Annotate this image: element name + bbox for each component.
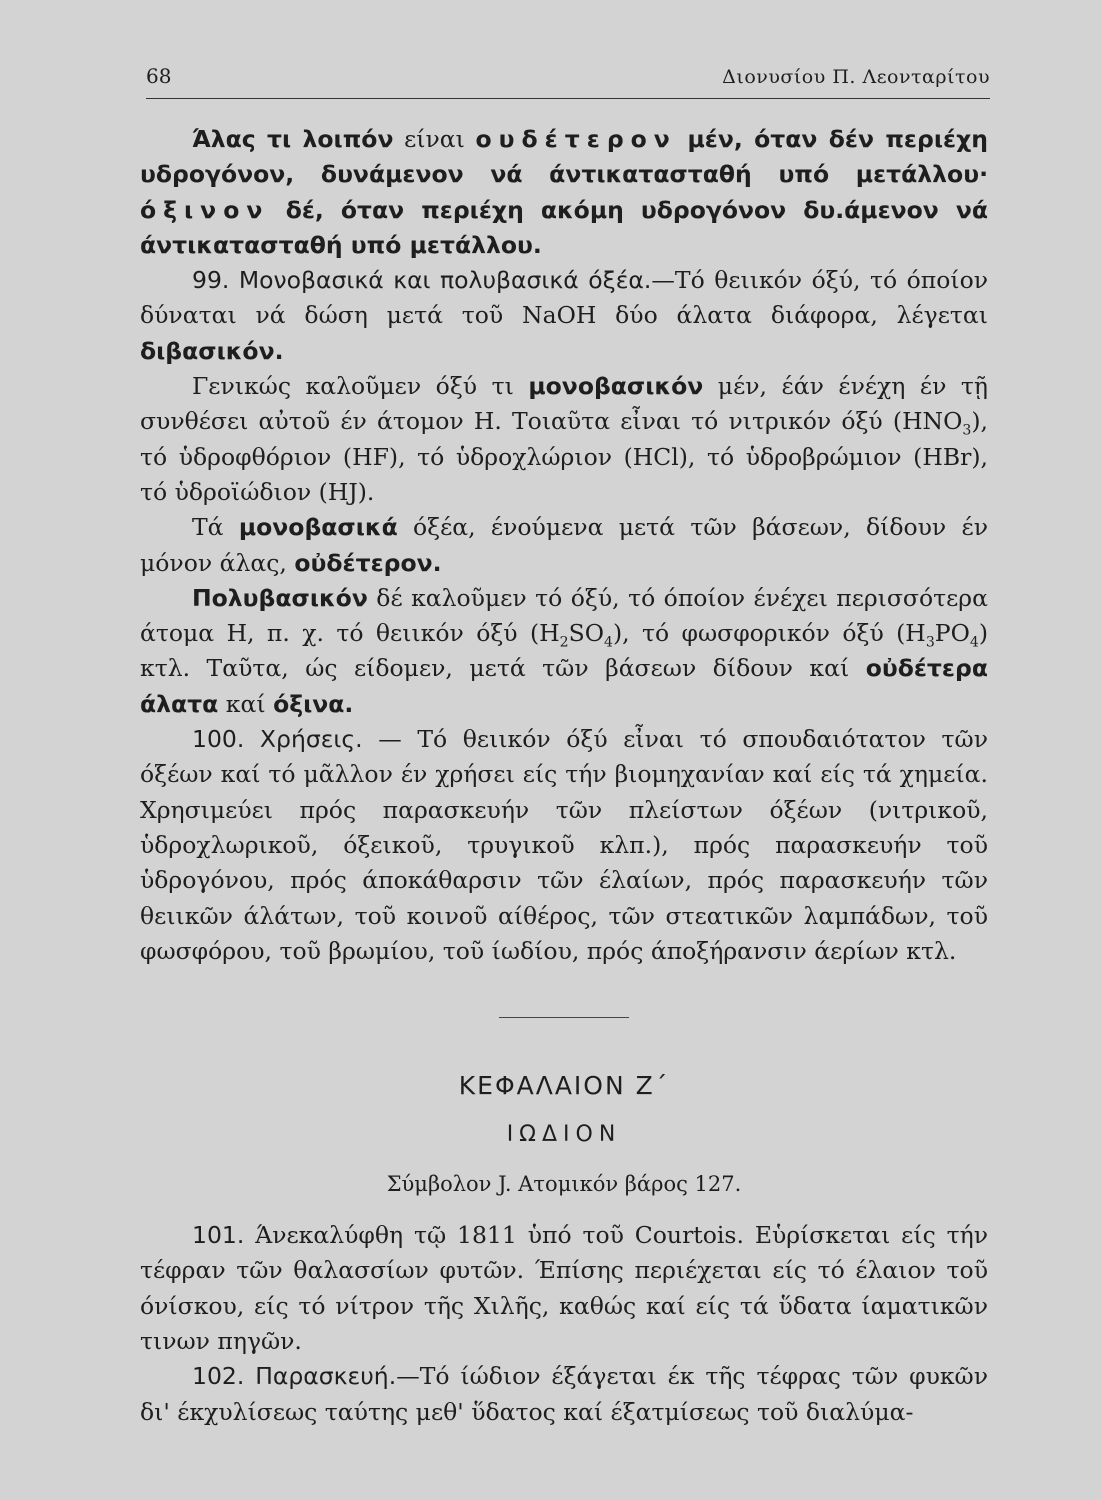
subscript-2: 2 xyxy=(559,634,569,651)
section-102 xyxy=(140,1359,988,1430)
poly-text-l: καί xyxy=(225,689,266,718)
poly-text-j: ) κτλ. Ταῦτα, ώς είδομεν, μετά τῶν βάσεων δίδουν καί xyxy=(140,619,988,683)
gen-text-c: μέν, έάν ένέχη έν τῇ συνθέσει αὐτοῦ έν άτομον H. Τοιαῦτα εἶναι τό νιτρικόν όξύ (HNO xyxy=(140,372,988,436)
section-101-text: Άνεκαλύφθη τῷ 1811 ὑπό τοῦ Courtois. Εὑρίσκεται είς τήν τέφραν τῶν θαλασσίων φυτῶν. Έπίσης περιέχεται είς τό έλαιον τοῦ όνίσκου, είς τό νίτρον τῆς Χιλῆς, καθώς καί είς τά ὕδατα ίαματικῶν τινων πηγῶν. xyxy=(140,1221,988,1356)
section-99 xyxy=(140,263,988,369)
poly-text-f: ), τό φωσφορικόν όξύ (H xyxy=(612,619,926,648)
term-monobasic-plural: μονοβασικά xyxy=(238,513,398,542)
subscript-4b: 4 xyxy=(969,634,979,651)
paragraph-salt-definition xyxy=(140,122,988,263)
section-102-heading: 102. Παρασκευή. xyxy=(192,1362,397,1391)
section-100 xyxy=(140,722,988,969)
poly-text-b: δέ καλοῦμεν τό όξύ, τό όποίον ένέχει περισσότερα άτομα H, π. χ. τό θειικόν όξύ (H xyxy=(140,583,988,648)
chapter-title: ΚΕΦΑΛΑΙΟΝ Ζ΄ xyxy=(458,1071,670,1101)
term-neutral-salt: οὐδέτερον. xyxy=(294,548,442,577)
section-divider xyxy=(499,1017,629,1018)
page-number: 68 xyxy=(146,64,172,88)
page-body xyxy=(140,122,988,1430)
running-title: Διονυσίου Π. Λεονταρίτου xyxy=(722,66,990,88)
running-header xyxy=(146,64,990,99)
intro-text-f: δέ, όταν περιέχη ακόμη υδρογόνον δυ.άμενον νά άντικατασταθή υπό μετάλλου. xyxy=(140,195,988,259)
section-99-text: —Τό θειικόν όξύ, τό όποίον δύναται νά δώση μετά τοῦ NaOH δύο άλατα διάφορα, λέγεται xyxy=(140,266,988,330)
section-102-text: —Τό ίώδιον έξάγεται έκ τῆς τέφρας τῶν φυκῶν δι' έκχυλίσεως ταύτης μεθ' ὕδατος καί έξατμίσεως τοῦ διαλύμα- xyxy=(140,1362,988,1426)
intro-text-b: είναι xyxy=(404,125,465,153)
intro-text-d: μέν, όταν δέν περιέχη υδρογόνον, δυνάμενον νά άντικατασταθή υπό μετάλλου· xyxy=(140,125,988,189)
intro-text-a: Άλας τι λοιπόν xyxy=(192,125,394,153)
section-99-heading: 99. Μονοβασικά και πολυβασικά όξέα. xyxy=(192,266,652,295)
term-neutral-salts: οὐδέτερα άλατα xyxy=(140,654,988,718)
term-neutral: ουδέτερον xyxy=(475,125,677,153)
paragraph-monobasic-acids xyxy=(140,510,988,581)
term-monobasic: μονοβασικόν xyxy=(528,372,704,401)
section-101-number: 101. xyxy=(192,1221,245,1250)
gen-text-e: ), τό ὑδροφθόριον (HF), τό ὑδροχλώριον (HCl), τό ὑδροβρώμιον (HBr), τό ὑδροϊώδιον (HJ). xyxy=(140,407,988,506)
term-acidic: όξινον xyxy=(140,195,270,224)
subscript-4: 4 xyxy=(603,634,613,651)
poly-text-h: PO xyxy=(934,619,970,648)
section-100-heading: 100. Χρήσεις. xyxy=(192,725,363,754)
mono-text-c: όξέα, ένούμενα μετά τῶν βάσεων, δίδουν έν μόνον άλας, xyxy=(140,513,988,577)
term-polybasic: Πολυβασικόν xyxy=(192,583,368,612)
section-100-text: — Τό θειικόν όξύ εἶναι τό σπουδαιότατον τῶν όξέων καί τό μᾶλλον έν χρήσει είς τήν βιομηχανίαν καί είς τά χημεία. Χρησιμεύει πρός παρασκευήν τῶν πλείστων όξέων (νιτρικοῦ, ὑδροχλωρικοῦ, όξεικοῦ, τρυγικοῦ κλπ.), πρός παρασκευήν τοῦ ὑδρογόνου, πρός άποκάθαρσιν τῶν έλαίων, πρός παρασκευήν τῶν θειικῶν άλάτων, τοῦ κοινοῦ αίθέρος, τῶν στεατικῶν λαμπάδων, τοῦ φωσφόρου, τοῦ βρωμίου, τοῦ ίωδίου, πρός άποξήρανσιν άερίων κτλ. xyxy=(140,725,989,965)
term-acid-salts: όξινα. xyxy=(273,689,354,718)
chapter-subtitle: ΙΩΔΙΟΝ xyxy=(506,1122,622,1148)
subscript-3b: 3 xyxy=(925,634,935,651)
mono-text-a: Τά xyxy=(192,513,224,542)
paragraph-polybasic xyxy=(140,581,988,722)
poly-text-d: SO xyxy=(568,619,604,648)
chapter-symbol-line: Σύμβολον J. Ατομικόν βάρος 127. xyxy=(386,1172,742,1197)
paragraph-monobasic-general xyxy=(140,369,988,510)
section-101 xyxy=(140,1218,988,1359)
term-dibasic: διβασικόν. xyxy=(140,336,284,365)
subscript-3: 3 xyxy=(962,423,972,440)
gen-text-a: Γενικώς καλοῦμεν όξύ τι xyxy=(192,372,514,401)
